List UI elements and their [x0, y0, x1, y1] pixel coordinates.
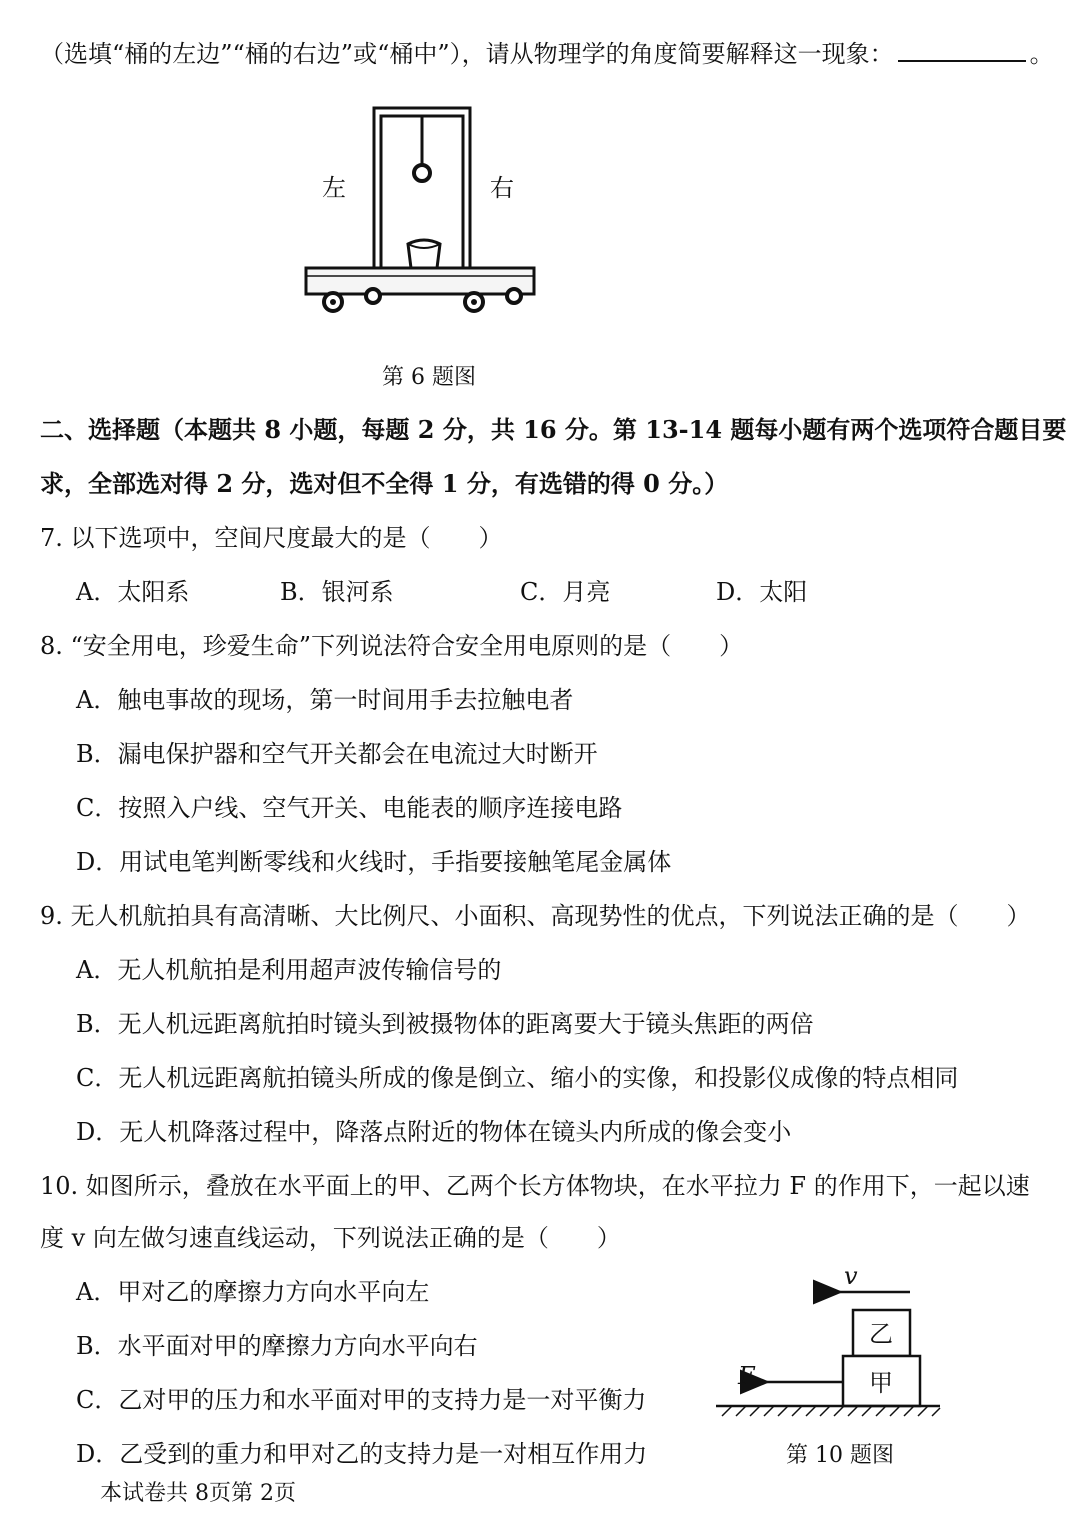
- fig10-bottom-block-label: 甲: [869, 1369, 893, 1397]
- q10-option-c: C．乙对甲的压力和水平面对甲的支持力是一对平衡力: [76, 1386, 647, 1414]
- page-footer: 本试卷共 8页第 2页: [100, 1481, 296, 1506]
- q9-option-d: D．无人机降落过程中，降落点附近的物体在镜头内所成的像会变小: [76, 1118, 792, 1146]
- section2-line2: 求，全部选对得 2 分，选对但不全得 1 分，有选错的得 0 分。）: [40, 469, 729, 498]
- q8-option-c: C．按照入户线、空气开关、电能表的顺序连接电路: [76, 794, 623, 822]
- fig6-left-label: 左: [322, 174, 346, 202]
- fig10-v-label: v: [844, 1262, 858, 1290]
- q10-stem-line2: 度 v 向左做匀速直线运动，下列说法正确的是（ ）: [40, 1224, 621, 1252]
- fig10-caption: 第 10 题图: [786, 1443, 894, 1468]
- fig6-right-label: 右: [490, 174, 514, 202]
- fig10-f-label: F: [738, 1362, 755, 1390]
- q10-option-b: B．水平面对甲的摩擦力方向水平向右: [76, 1332, 478, 1360]
- section2-line1: 二、选择题（本题共 8 小题，每题 2 分，共 16 分。第 13-14 题每小题有两个选项符合题目要: [40, 415, 1067, 444]
- fig10-top-block-label: 乙: [869, 1320, 893, 1348]
- q10-option-d: D．乙受到的重力和甲对乙的支持力是一对相互作用力: [76, 1440, 648, 1468]
- q9-option-c: C．无人机远距离航拍镜头所成的像是倒立、缩小的实像，和投影仪成像的特点相同: [76, 1064, 959, 1092]
- fig6-caption: 第 6 题图: [382, 365, 476, 390]
- q8-stem: 8. “安全用电，珍爱生命”下列说法符合安全用电原则的是（ ）: [40, 632, 744, 660]
- q7-option-b: B．银河系: [280, 578, 394, 606]
- q7-stem: 7. 以下选项中，空间尺度最大的是（ ）: [40, 524, 503, 552]
- q7-option-a: A．太阳系: [76, 578, 190, 606]
- q10-option-a: A．甲对乙的摩擦力方向水平向左: [76, 1278, 430, 1306]
- q7-option-c: C．月亮: [520, 578, 611, 606]
- q10-stem-line1: 10. 如图所示，叠放在水平面上的甲、乙两个长方体物块，在水平拉力 F 的作用下，一起以速: [40, 1172, 1030, 1200]
- q8-option-b: B．漏电保护器和空气开关都会在电流过大时断开: [76, 740, 598, 768]
- q6-tail-end: 。: [1029, 40, 1054, 68]
- q7-option-d: D．太阳: [716, 578, 808, 606]
- q9-stem: 9. 无人机航拍具有高清晰、大比例尺、小面积、高现势性的优点，下列说法正确的是（ ）: [40, 902, 1031, 930]
- q9-option-a: A．无人机航拍是利用超声波传输信号的: [76, 956, 502, 984]
- q8-option-a: A．触电事故的现场，第一时间用手去拉触电者: [76, 686, 574, 714]
- q8-option-d: D．用试电笔判断零线和火线时，手指要接触笔尾金属体: [76, 848, 672, 876]
- q6-tail-text: （选填“桶的左边”“桶的右边”或“桶中”），请从物理学的角度简要解释这一现象：: [40, 40, 894, 68]
- q9-option-b: B．无人机远距离航拍时镜头到被摄物体的距离要大于镜头焦距的两倍: [76, 1010, 814, 1038]
